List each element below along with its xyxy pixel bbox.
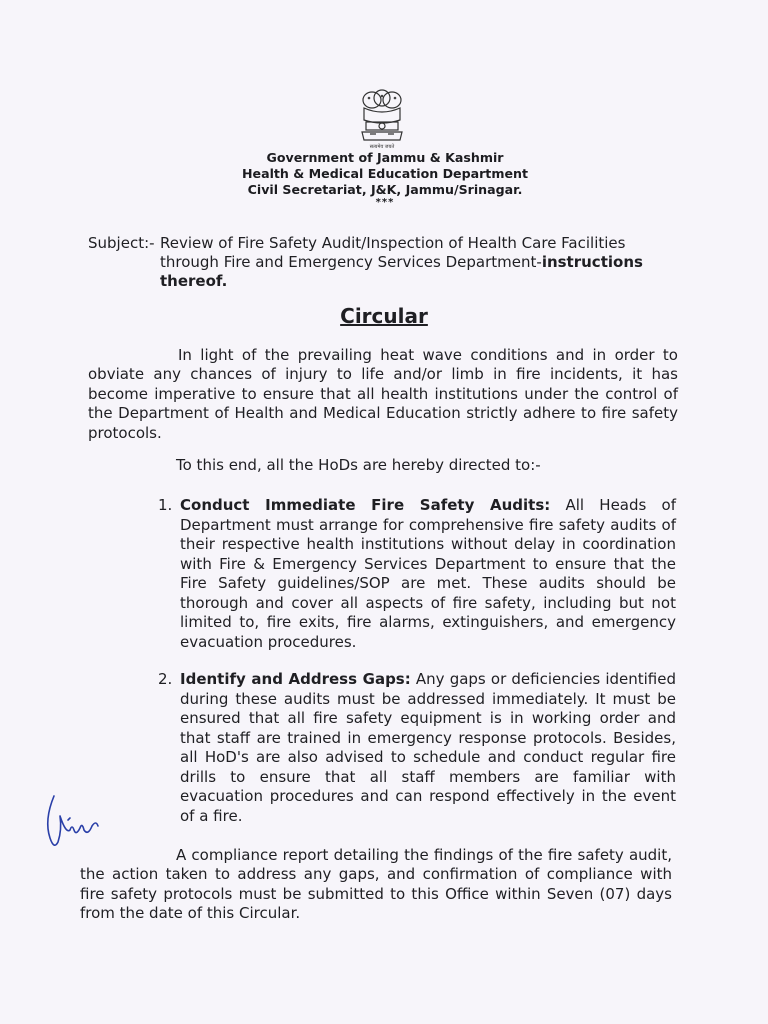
letterhead-address: Civil Secretariat, J&K, Jammu/Srinagar. bbox=[247, 182, 523, 197]
item-heading: Conduct Immediate Fire Safety Audits: bbox=[180, 496, 551, 514]
letterhead-department: Health & Medical Education Department bbox=[242, 166, 528, 181]
subject-block bbox=[88, 234, 688, 291]
item-text: All Heads of Department must arrange for comprehensive fire safety audits of their respective health institutions without delay in coordination with Fire & Emergency Services Department to ensure that the Fire Safety guidelines/SOP are met. These audits should be thorough and cover all aspects of fire safety, including but not limited to, fire exits, fire alarms, extinguishers, and emergency evacuation procedures. bbox=[180, 496, 676, 651]
item-number: 1. bbox=[158, 496, 173, 514]
intro-paragraph: In light of the prevailing heat wave conditions and in order to obviate any chances of injury to life and/or limb in fire incidents, it has become imperative to ensure that all health institutions under the control of the Department of Health and Medical Education strictly adhere to fire safety protocols. bbox=[88, 346, 678, 442]
item-text: Any gaps or deficiencies identified during these audits must be addressed immediately. It must be ensured that all fire safety equipment is in working order and that staff are trained in emergency response protocols. Besides, all HoD's are also advised to schedule and conduct regular fire drills to ensure that all staff members are familiar with evacuation procedures and can respond effectively in the event of a fire. bbox=[180, 670, 677, 825]
signature-icon bbox=[40, 790, 106, 854]
subject-line2-bold: instructions thereof. bbox=[160, 253, 643, 290]
subject-line2-text: through Fire and Emergency Services Department- bbox=[160, 253, 542, 271]
state-emblem-icon bbox=[350, 86, 414, 152]
item-heading: Identify and Address Gaps: bbox=[180, 670, 411, 688]
letterhead bbox=[180, 150, 590, 208]
subject-label: Subject:- bbox=[88, 234, 155, 252]
directive-item-1 bbox=[158, 496, 676, 652]
directive-paragraph: To this end, all the HoDs are hereby directed to:- bbox=[176, 456, 541, 474]
letterhead-stars: *** bbox=[375, 197, 395, 208]
item-number: 2. bbox=[158, 670, 173, 688]
svg-text:सत्यमेव जयते: सत्यमेव जयते bbox=[369, 144, 395, 150]
document-title: Circular bbox=[340, 304, 428, 328]
compliance-paragraph: A compliance report detailing the findings of the fire safety audit, the action taken to address any gaps, and confirmation of compliance with fire safety protocols must be submitted to this Office within Seven (07) days from the date of this Circular. bbox=[80, 846, 672, 923]
subject-line1: Review of Fire Safety Audit/Inspection of Health Care Facilities bbox=[160, 234, 626, 252]
subject-line2 bbox=[88, 253, 688, 291]
letterhead-government: Government of Jammu & Kashmir bbox=[266, 150, 504, 165]
directive-item-2 bbox=[158, 670, 677, 826]
